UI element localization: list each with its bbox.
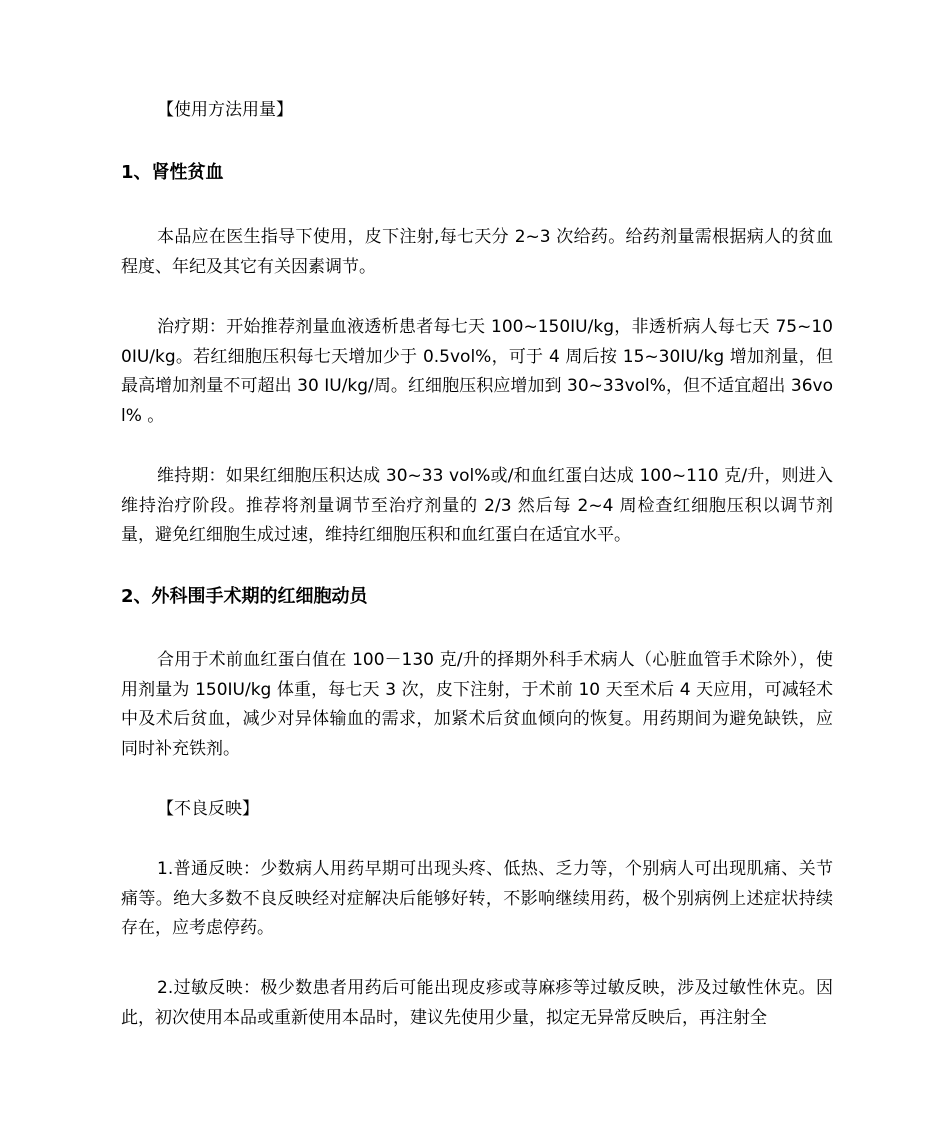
treatment-period-paragraph: 治疗期：开始推荐剂量血液透析患者每七天 100~150IU/kg，非透析病人每七天 75~100IU/kg。若红细胞压积每七天增加少于 0.5vol%，可于 4 周后按 15~30IU/kg 增加剂量，但最高增加剂量不可超出 30 IU/kg/周。红细胞压积应增加到 30~33vol%，但不适宜超出 36vol% 。 <box>121 317 833 426</box>
surgery-heading: 2、外科围手术期的红细胞动员 <box>121 586 368 607</box>
adverse-section-title: 【不良反映】 <box>157 799 259 819</box>
adverse-item-1: 1.普通反映：少数病人用药早期可出现头疼、低热、乏力等，个别病人可出现肌痛、关节痛等。绝大多数不良反映经对症解决后能够好转，不影响继续用药，极个别病例上述症状持续存在，应考虑停药。 <box>121 859 833 938</box>
adverse-item-2: 2.过敏反映：极少数患者用药后可能出现皮疹或荨麻疹等过敏反映，涉及过敏性休克。因此，初次使用本品或重新使用本品时，建议先使用少量，拟定无异常反映后，再注射全 <box>121 978 833 1028</box>
maintenance-period-paragraph: 维持期：如果红细胞压积达成 30~33 vol%或/和血红蛋白达成 100~110 克/升，则进入维持治疗阶段。推荐将剂量调节至治疗剂量的 2/3 然后每 2~4 周检查红细胞压积以调节剂量，避免红细胞生成过速，维持红细胞压积和血红蛋白在适宜水平。 <box>121 466 833 545</box>
usage-section-title: 【使用方法用量】 <box>157 100 293 120</box>
renal-anemia-heading: 1、肾性贫血 <box>121 162 224 183</box>
renal-intro-paragraph: 本品应在医生指导下使用，皮下注射,每七天分 2~3 次给药。给药剂量需根据病人的贫血程度、年纪及其它有关因素调节。 <box>121 227 833 277</box>
surgery-paragraph: 合用于术前血红蛋白值在 100－130 克/升的择期外科手术病人（心脏血管手术除外），使用剂量为 150IU/kg 体重，每七天 3 次，皮下注射，于术前 10 天至术后 4 天应用，可减轻术中及术后贫血，减少对异体输血的需求，加紧术后贫血倾向的恢复。用药期间为避免缺铁，应同时补充铁剂。 <box>121 650 833 759</box>
